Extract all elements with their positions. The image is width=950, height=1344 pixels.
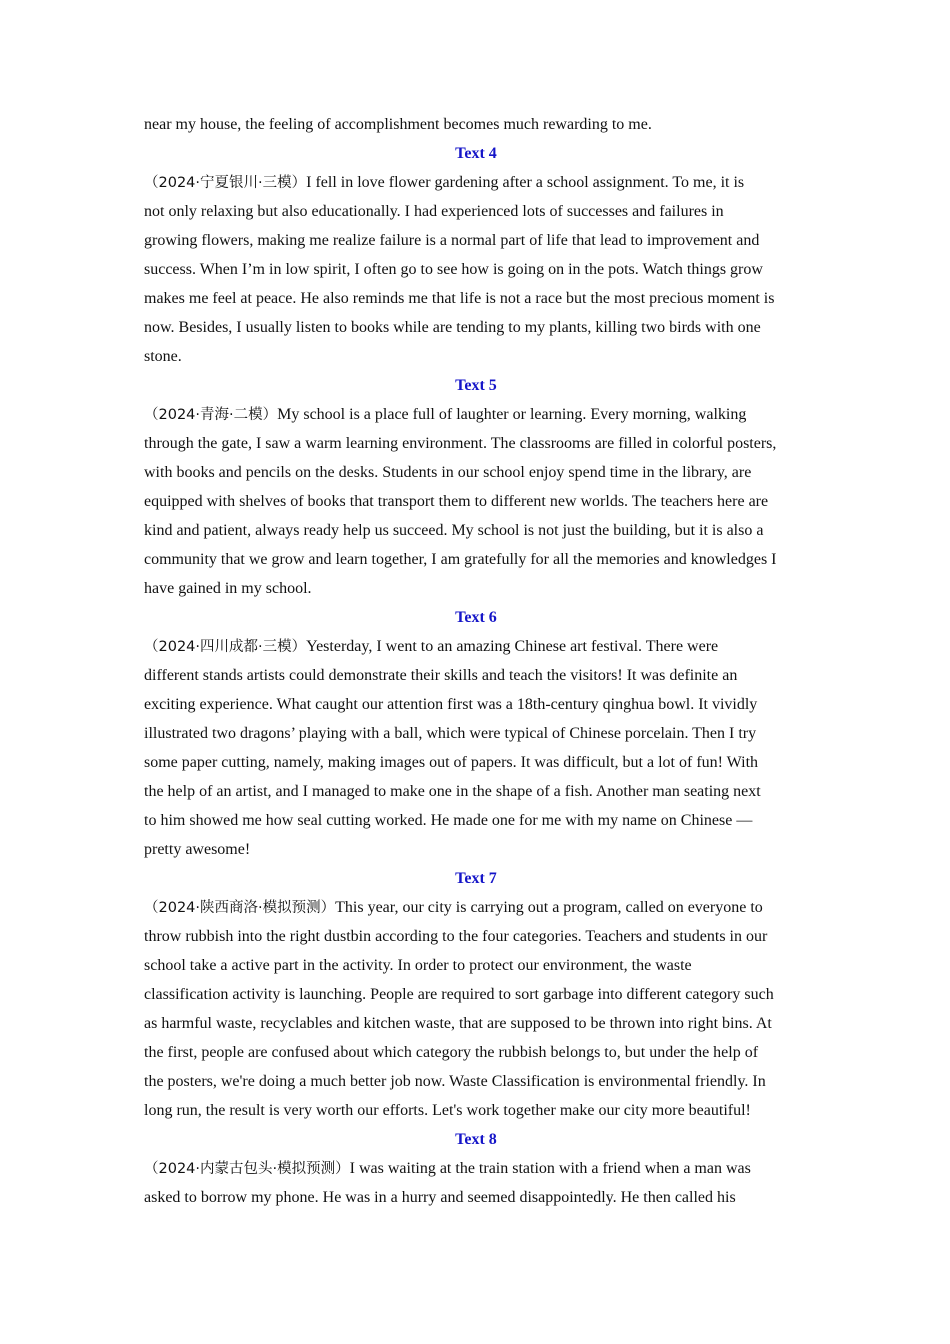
paragraph-line: with books and pencils on the desks. Students in our school enjoy spend time in the library, are xyxy=(144,464,752,481)
paragraph-line: the first, people are confused about which category the rubbish belongs to, but under the help of xyxy=(144,1044,759,1061)
paragraph-line: not only relaxing but also educationally. I had experienced lots of successes and failures in xyxy=(144,203,724,220)
paragraph-line: near my house, the feeling of accomplishment becomes much rewarding to me. xyxy=(144,116,652,133)
source-citation: （2024·内蒙古包头·模拟预测） xyxy=(144,1161,350,1177)
paragraph-line: （2024·内蒙古包头·模拟预测）I was waiting at the train station with a friend when a man was xyxy=(144,1160,751,1177)
text-6-heading: Text 6 xyxy=(455,609,497,626)
paragraph-line: long run, the result is very worth our efforts. Let's work together make our city more beautiful! xyxy=(144,1102,751,1119)
paragraph-line: community that we grow and learn together, I am gratefully for all the memories and knowledges I xyxy=(144,551,777,568)
paragraph-line: kind and patient, always ready help us succeed. My school is not just the building, but it is also a xyxy=(144,522,764,539)
paragraph-line: through the gate, I saw a warm learning environment. The classrooms are filled in colorful posters, xyxy=(144,435,777,452)
paragraph-line: illustrated two dragons’ playing with a ball, which were typical of Chinese porcelain. Then I try xyxy=(144,725,757,742)
paragraph-line: school take a active part in the activity. In order to protect our environment, the waste xyxy=(144,957,692,974)
document-page xyxy=(144,110,808,1212)
paragraph-line: stone. xyxy=(144,348,182,365)
paragraph-line: （2024·四川成都·三模）Yesterday, I went to an amazing Chinese art festival. There were xyxy=(144,638,719,655)
paragraph-line: （2024·青海·二模）My school is a place full of laughter or learning. Every morning, walking xyxy=(144,406,747,423)
paragraph-line: （2024·陕西商洛·模拟预测）This year, our city is carrying out a program, called on everyone to xyxy=(144,899,763,916)
paragraph-line: to him showed me how seal cutting worked. He made one for me with my name on Chinese — xyxy=(144,812,753,829)
paragraph-line: makes me feel at peace. He also reminds me that life is not a race but the most precious moment is xyxy=(144,290,775,307)
paragraph-line: asked to borrow my phone. He was in a hurry and seemed disappointedly. He then called his xyxy=(144,1189,736,1206)
paragraph-line: the help of an artist, and I managed to make one in the shape of a fish. Another man seating next xyxy=(144,783,761,800)
text-5-heading: Text 5 xyxy=(455,377,497,394)
paragraph-line: classification activity is launching. People are required to sort garbage into different category such xyxy=(144,986,774,1003)
paragraph-line: （2024·宁夏银川·三模）I fell in love flower gardening after a school assignment. To me, it is xyxy=(144,174,745,191)
text-4-heading: Text 4 xyxy=(455,145,497,162)
paragraph-line: growing flowers, making me realize failure is a normal part of life that lead to improvement and xyxy=(144,232,760,249)
paragraph-line: as harmful waste, recyclables and kitchen waste, that are supposed to be thrown into right bins. At xyxy=(144,1015,772,1032)
source-citation: （2024·陕西商洛·模拟预测） xyxy=(144,900,336,916)
paragraph-line: some paper cutting, namely, making images out of papers. It was difficult, but a lot of fun! With xyxy=(144,754,759,771)
paragraph-line: equipped with shelves of books that transport them to different new worlds. The teachers here are xyxy=(144,493,769,510)
paragraph-line: success. When I’m in low spirit, I often go to see how is going on in the pots. Watch things grow xyxy=(144,261,763,278)
paragraph-line: pretty awesome! xyxy=(144,841,251,858)
paragraph-line: throw rubbish into the right dustbin according to the four categories. Teachers and students in our xyxy=(144,928,768,945)
text-8-heading: Text 8 xyxy=(455,1131,497,1148)
source-citation: （2024·四川成都·三模） xyxy=(144,639,307,655)
paragraph-line: the posters, we're doing a much better job now. Waste Classification is environmental friendly. In xyxy=(144,1073,766,1090)
paragraph-line: now. Besides, I usually listen to books while are tending to my plants, killing two birds with one xyxy=(144,319,761,336)
paragraph-line: have gained in my school. xyxy=(144,580,312,597)
paragraph-line: different stands artists could demonstrate their skills and teach the visitors! It was definite an xyxy=(144,667,738,684)
paragraph-line: exciting experience. What caught our attention first was a 18th-century qinghua bowl. It vividly xyxy=(144,696,758,713)
text-7-heading: Text 7 xyxy=(455,870,497,887)
source-citation: （2024·宁夏银川·三模） xyxy=(144,175,307,191)
source-citation: （2024·青海·二模） xyxy=(144,407,278,423)
